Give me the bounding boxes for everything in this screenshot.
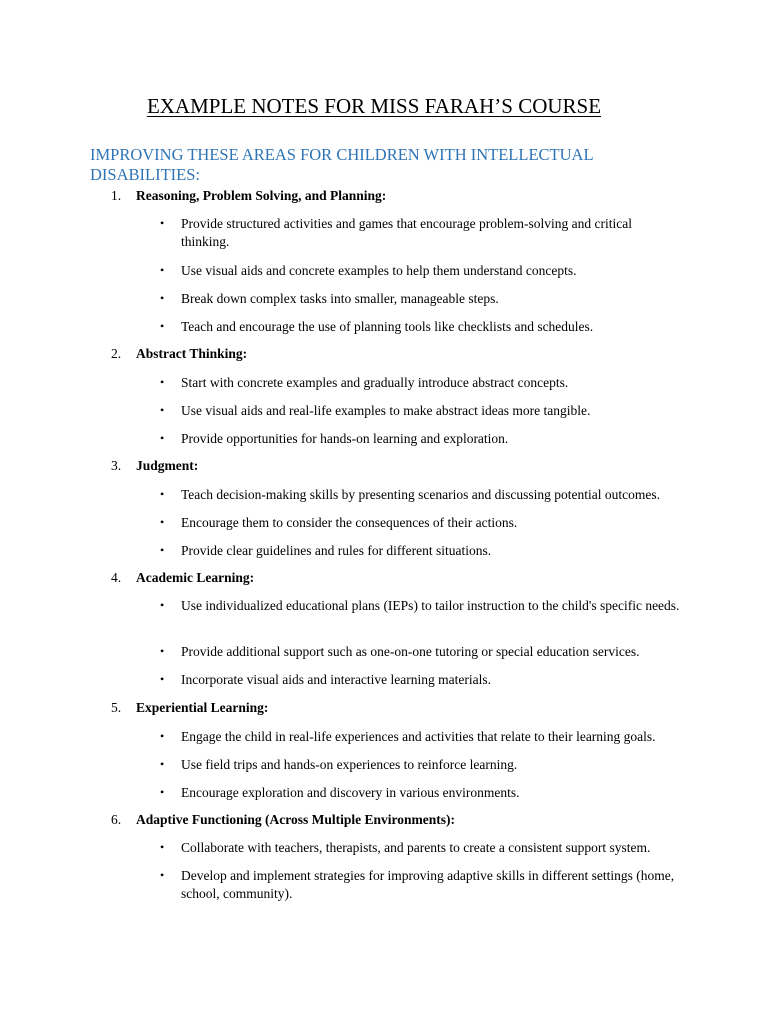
bullet-text: Encourage them to consider the consequences of their actions.: [181, 515, 518, 530]
bullet-icon: •: [160, 216, 165, 230]
item-heading: Academic Learning:: [136, 570, 255, 585]
bullet-text: Break down complex tasks into smaller, manageable steps.: [181, 291, 499, 306]
bullet-icon: •: [160, 672, 165, 686]
bullet-icon: •: [160, 543, 165, 557]
bullet-icon: •: [160, 868, 165, 882]
bullet-text: Teach and encourage the use of planning tools like checklists and schedules.: [181, 319, 594, 334]
bullet-icon: •: [160, 487, 165, 501]
bullet-text: Use visual aids and concrete examples to help them understand concepts.: [181, 263, 577, 278]
bullet-text: Start with concrete examples and gradually introduce abstract concepts.: [181, 375, 569, 390]
bullet-text: Use individualized educational plans (IEPs) to tailor instruction to the child's specific needs.: [181, 598, 680, 613]
bullet-text: Provide structured activities and games that encourage problem-solving and critical thinking.: [181, 216, 632, 249]
item-heading: Adaptive Functioning (Across Multiple Environments):: [136, 812, 456, 827]
item-number: 6.: [111, 812, 122, 827]
bullet-text: Provide additional support such as one-on-one tutoring or special education services.: [181, 644, 640, 659]
bullet-text: Collaborate with teachers, therapists, and parents to create a consistent support system.: [181, 840, 651, 855]
bullet-text: Incorporate visual aids and interactive learning materials.: [181, 672, 491, 687]
item-heading: Reasoning, Problem Solving, and Planning:: [136, 188, 387, 203]
bullet-icon: •: [160, 729, 165, 743]
item-heading: Experiential Learning:: [136, 700, 269, 715]
bullet-icon: •: [160, 319, 165, 333]
bullet-icon: •: [160, 644, 165, 658]
bullet-text: Provide opportunities for hands-on learning and exploration.: [181, 431, 509, 446]
bullet-text: Develop and implement strategies for improving adaptive skills in different settings (home, school, community).: [181, 868, 675, 901]
bullet-icon: •: [160, 375, 165, 389]
item-number: 4.: [111, 570, 122, 585]
bullet-text: Encourage exploration and discovery in various environments.: [181, 785, 520, 800]
bullet-text: Use visual aids and real-life examples to make abstract ideas more tangible.: [181, 403, 591, 418]
section-heading: IMPROVING THESE AREAS FOR CHILDREN WITH INTELLECTUAL DISABILITIES:: [90, 145, 593, 184]
bullet-icon: •: [160, 598, 165, 612]
item-heading: Abstract Thinking:: [136, 346, 248, 361]
item-number: 5.: [111, 700, 122, 715]
bullet-text: Use field trips and hands-on experiences to reinforce learning.: [181, 757, 518, 772]
item-number: 3.: [111, 458, 122, 473]
item-number: 1.: [111, 188, 122, 203]
bullet-icon: •: [160, 785, 165, 799]
bullet-icon: •: [160, 403, 165, 417]
bullet-icon: •: [160, 515, 165, 529]
bullet-icon: •: [160, 263, 165, 277]
bullet-icon: •: [160, 431, 165, 445]
bullet-text: Teach decision-making skills by presenting scenarios and discussing potential outcomes.: [181, 487, 660, 502]
bullet-icon: •: [160, 757, 165, 771]
bullet-icon: •: [160, 291, 165, 305]
bullet-icon: •: [160, 840, 165, 854]
bullet-text: Engage the child in real-life experiences and activities that relate to their learning goals.: [181, 729, 656, 744]
item-heading: Judgment:: [136, 458, 199, 473]
document-title: EXAMPLE NOTES FOR MISS FARAH’S COURSE: [146, 94, 602, 118]
item-number: 2.: [111, 346, 122, 361]
bullet-text: Provide clear guidelines and rules for different situations.: [181, 543, 492, 558]
